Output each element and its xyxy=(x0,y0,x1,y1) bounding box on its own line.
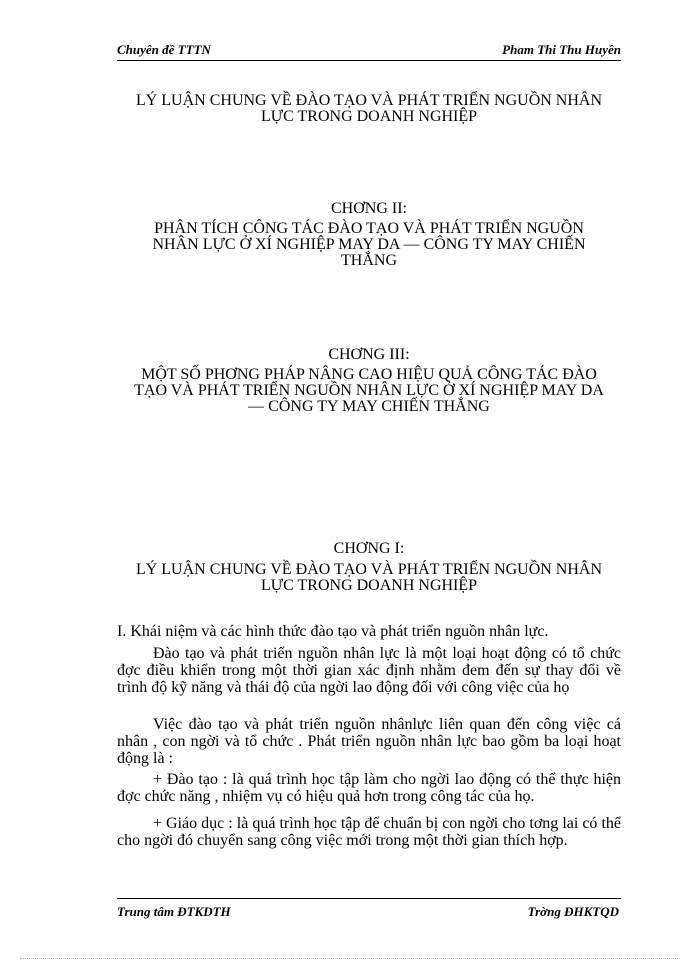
section-heading: I. Khái niệm và các hình thức đào tạo và phát triển nguồn nhân lực. xyxy=(117,623,549,640)
footer-right: Trờng ĐHKTQD xyxy=(527,904,619,919)
toc-title-3 xyxy=(117,367,621,415)
toc-title-2-line-1: PHÂN TÍCH CÔNG TÁC ĐÀO TẠO VÀ PHÁT TRIỂN NGUỒN xyxy=(154,220,584,237)
toc-title-2-line-2: NHÂN LỰC Ở XÍ NGHIỆP MAY DA — CÔNG TY MAY CHIẾN xyxy=(152,236,586,253)
page-header xyxy=(117,40,621,61)
footer-left: Trung tâm ĐTKDTH xyxy=(117,904,231,919)
chapter-1-title-line-1: LÝ LUẬN CHUNG VỀ ĐÀO TẠO VÀ PHÁT TRIỂN NGUỒN NHÂN xyxy=(135,561,603,578)
header-left: Chuyên đề TTTN xyxy=(117,42,211,57)
toc-title-1-line-2: LỰC TRONG DOANH NGHIỆP xyxy=(260,108,478,125)
header-right: Pham Thi Thu Huyền xyxy=(502,42,621,57)
toc-title-3-line-3: — CÔNG TY MAY CHIẾN THẮNG xyxy=(248,398,490,415)
chapter-1-title xyxy=(117,562,621,594)
chapter-1-label: CHƠNG I: xyxy=(333,540,405,557)
paragraph-4: + Giáo dục : là quá trình học tập để chuẩn bị con ngời cho tơng lai có thể cho ngời đó chuyển sang công việc mới trong một thời gian thích hợp. xyxy=(117,815,621,849)
page-break-line xyxy=(20,958,680,959)
toc-title-2 xyxy=(117,221,621,269)
toc-chapter-2-label: CHƠNG II: xyxy=(331,200,407,217)
toc-chapter-3-label: CHƠNG III: xyxy=(328,346,410,363)
toc-title-3-line-2: TẠO VÀ PHÁT TRIỂN NGUỒN NHÂN LỰC Ở XÍ NGHIỆP MAY DA xyxy=(134,382,604,399)
toc-title-2-line-3: THẮNG xyxy=(341,252,397,269)
page-footer xyxy=(117,898,621,919)
paragraph-3: + Đào tạo : là quá trình học tập làm cho ngời lao động có thể thực hiện đợc chức năng , nhiệm vụ có hiệu quả hơn trong công tác của họ. xyxy=(117,771,621,805)
toc-title-3-line-1: MỘT SỐ PHƠNG PHÁP NÂNG CAO HIỆU QUẢ CÔNG TÁC ĐÀO xyxy=(141,366,597,383)
paragraph-1: Đào tạo và phát triển nguồn nhân lực là một loại hoạt động có tổ chức đợc điều khiển trong một thời gian xác định nhằm đem đến sự thay đổi về trình độ kỹ năng và thái độ của ngời lao động đối với công việc của họ xyxy=(117,645,621,696)
paragraph-2: Việc đào tạo và phát triển nguồn nhânlực liên quan đến công việc cá nhân , con ngời và tổ chức . Phát triển nguồn nhân lực bao gồm ba loại hoạt động là : xyxy=(117,716,621,767)
chapter-1-title-line-2: LỰC TRONG DOANH NGHIỆP xyxy=(260,577,478,594)
toc-title-1 xyxy=(117,93,621,125)
toc-title-1-line-1: LÝ LUẬN CHUNG VỀ ĐÀO TẠO VÀ PHÁT TRIỂN NGUỒN NHÂN xyxy=(135,92,603,109)
